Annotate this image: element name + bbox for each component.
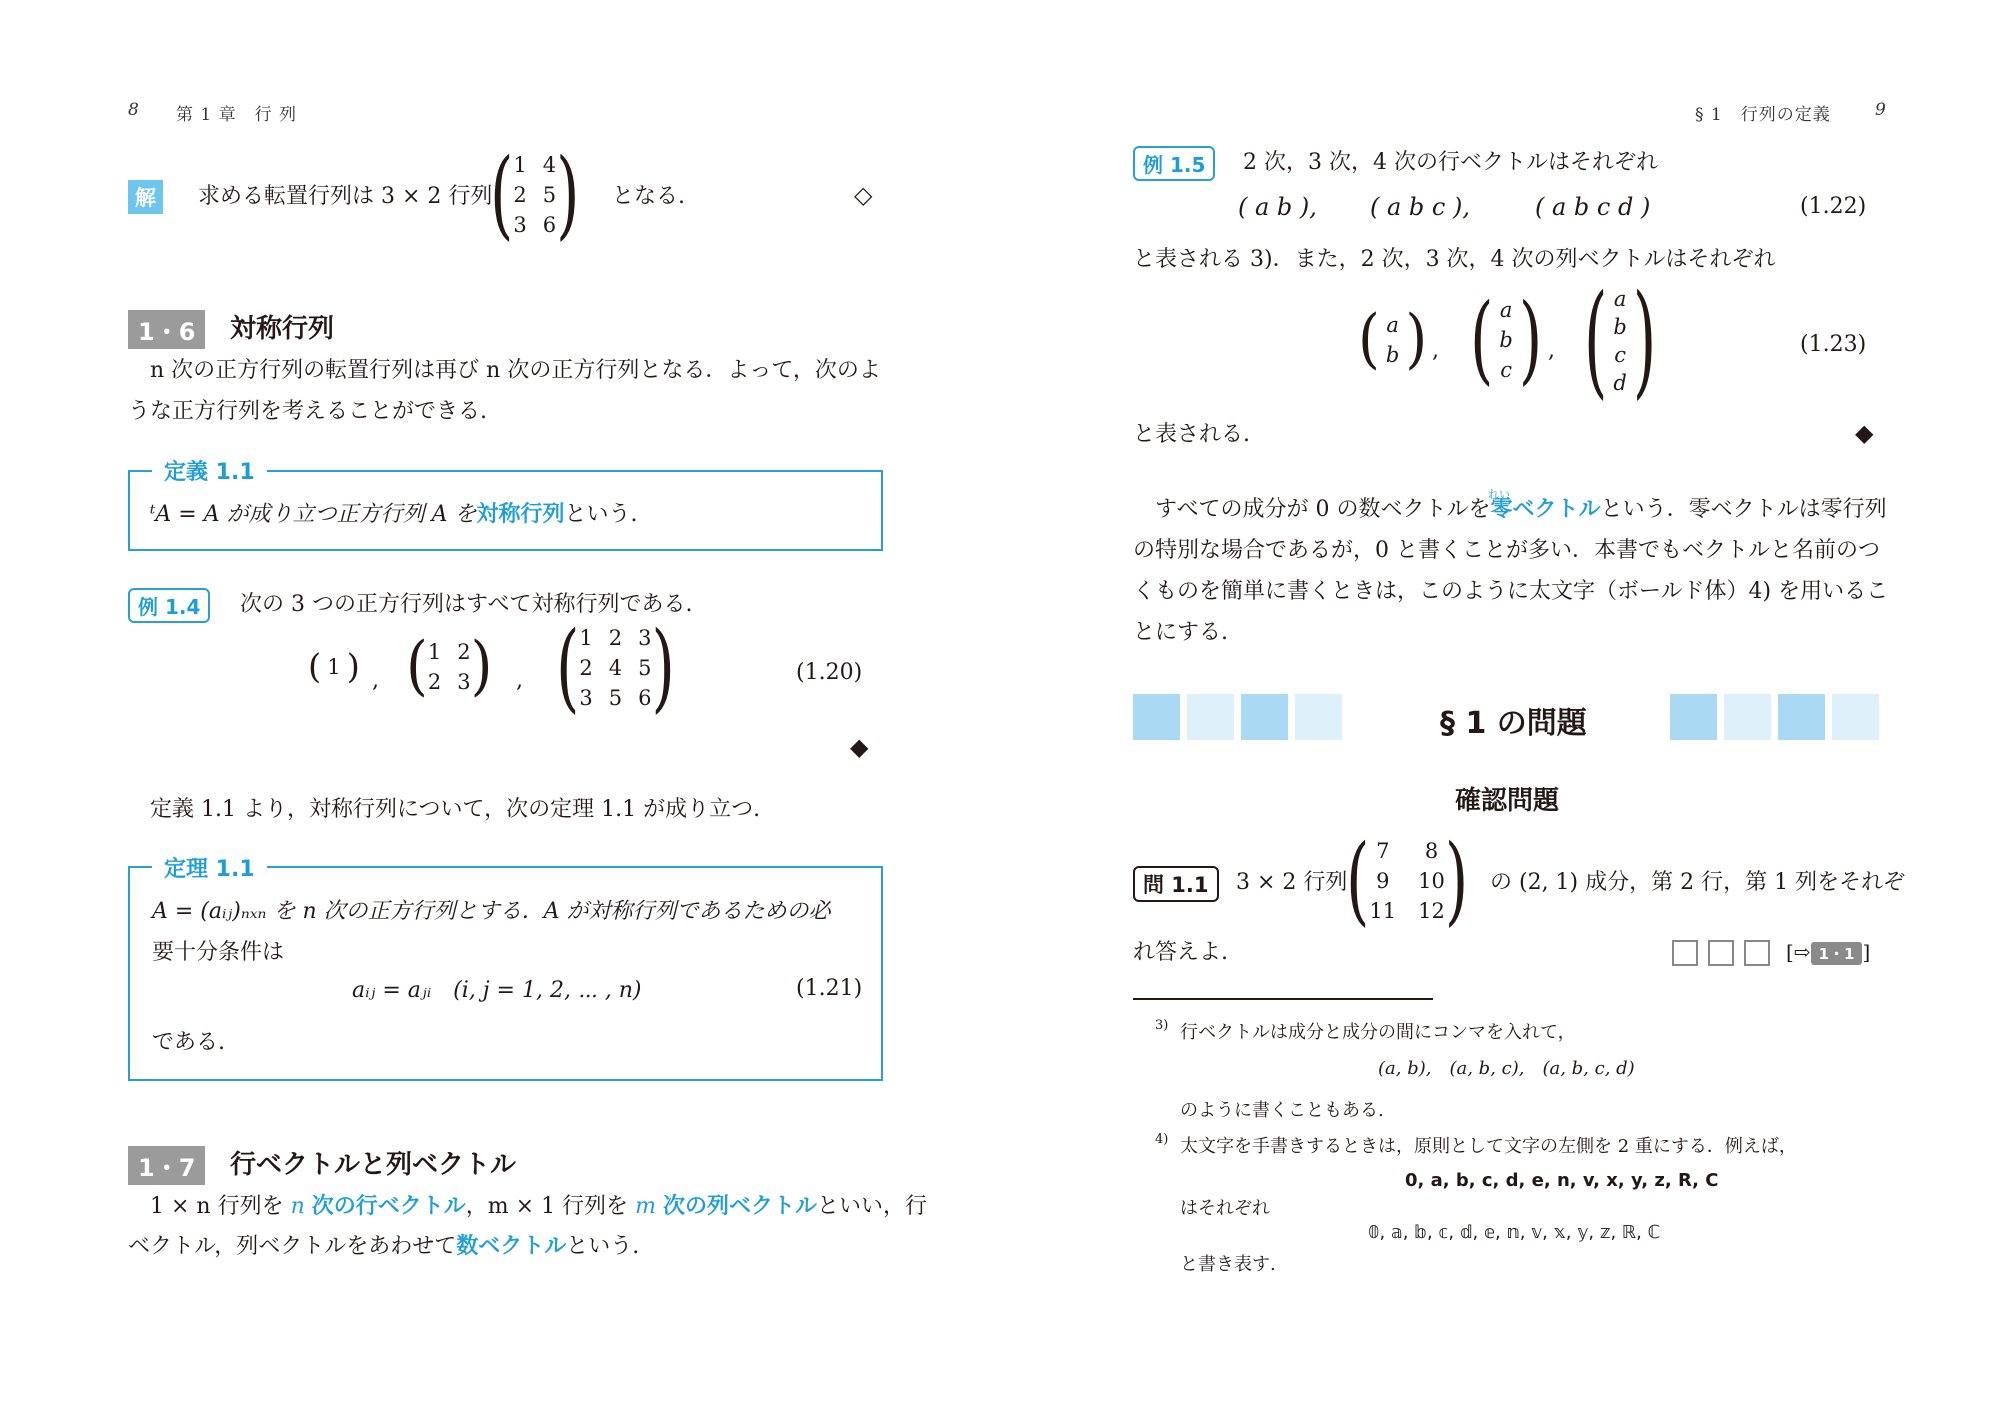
right-page [1000,0,2000,1419]
matrix-entry: 3 [579,686,593,710]
matrix-entry: 7 [1376,839,1390,863]
question-label: 問 1.1 [1133,866,1219,902]
matrix-3x3: ( 1 2 3 2 4 5 3 5 6 ) [556,612,675,724]
matrix-entry: 3 [638,626,652,650]
matrix-entry: 2 [427,670,442,694]
matrix-entry: c [1500,358,1513,382]
matrix-entry: 2 [608,626,623,650]
column-vector-3: ( a b c ) [1470,284,1543,396]
decorative-square [1241,694,1288,740]
paragraph-line: うな正方行列を考えることができる. [128,399,487,424]
footnote-text: 太文字を手書きするときは，原則として文字の左側を 2 重にする．例えば， [1180,1136,1797,1157]
matrix-entry: 5 [608,686,623,710]
equation-number: (1.20) [796,660,863,685]
example-line: と表される. [1133,422,1250,447]
row-vector-4: ( a b c d ) [1535,193,1651,221]
section-number: 1・6 [128,310,205,349]
end-mark-hollow-diamond: ◇ [854,181,873,209]
column-vector-4: ( a b c d ) [1584,269,1657,413]
solution-text: 求める転置行列は 3 × 2 行列 [198,184,493,209]
matrix-entry: 3 [457,670,471,694]
matrix-entry: 9 [1376,869,1390,893]
comma: , [1432,338,1439,363]
matrix-entry: 3 [513,213,527,237]
solution-text-after: となる. [612,184,685,209]
theorem-intro: 定義 1.1 より，対称行列について，次の定理 1.1 が成り立つ. [150,797,761,822]
matrix-entry: 1 [427,640,442,664]
term-row-vector: 次の行ベクトル [311,1194,466,1219]
column-vector-2: ( a b ) [1358,302,1428,377]
matrix-entry: 1 [513,153,527,177]
matrix-entry: 4 [542,153,557,177]
matrix-entry: 4 [608,656,623,680]
solution-label: 解 [128,180,163,214]
equation-number: (1.23) [1800,332,1867,357]
matrix-entry: d [1613,371,1627,395]
paragraph-line: ベクトル，列ベクトルをあわせて数ベクトルという. [128,1234,640,1259]
matrix-entry: b [1613,315,1627,339]
matrix-entry: 2 [457,640,471,664]
matrix-entry: a [1613,287,1627,311]
section-title: 行ベクトルと列ベクトル [230,1150,517,1180]
matrix-entry: a [1499,298,1513,322]
decorative-square [1133,694,1180,740]
term-number-vector: 数ベクトル [456,1234,567,1259]
matrix-entry: 10 [1418,869,1445,893]
paragraph-line: の特別な場合であるが，0 と書くことが多い．本書でもベクトルと名前のつ [1133,538,1880,563]
paragraph-line: すべての成分が 0 の数ベクトルを零ベクトルという．零ベクトルは零行列 [1155,497,1887,522]
section-number: 1・7 [128,1146,205,1185]
reference-badge: 1・1 [1811,942,1863,965]
matrix-1x1: ( 1 ) [308,647,360,687]
matrix-entry: b [1499,328,1513,352]
decorative-square [1832,694,1879,740]
ruby-reading: れい [1488,488,1510,501]
footnote-formula: 0, a, b, c, d, e, n, v, x, y, z, R, C [1405,1170,1719,1191]
paragraph-line: くものを簡単に書くときは，このように太文字（ボールド体）4) を用いるこ [1133,579,1889,604]
term-symmetric-matrix: 対称行列 [476,502,565,527]
page-number: 8 [128,100,140,120]
decorative-square [1670,694,1717,740]
footnote-formula: 𝟘, 𝕒, 𝕓, 𝕔, 𝕕, 𝕖, 𝕟, 𝕧, 𝕩, 𝕪, 𝕫, ℝ, ℂ [1368,1222,1661,1243]
matrix-entry: 1 [579,626,593,650]
row-vector-2: ( a b ), [1238,193,1317,221]
matrix-entry: 1 [327,655,341,679]
decorative-square [1778,694,1825,740]
matrix-2x2: ( 1 2 2 3 ) [406,629,493,704]
decorative-square [1724,694,1771,740]
matrix-entry: 5 [542,183,557,207]
definition-label: 定義 1.1 [152,455,267,486]
example-line: と表される 3)．また，2 次，3 次，4 次の列ベクトルはそれぞれ [1133,247,1776,272]
footnote-text: 行ベクトルは成分と成分の間にコンマを入れて， [1180,1022,1576,1043]
matrix-entry: c [1614,343,1627,367]
checkbox[interactable] [1672,940,1698,966]
footnote-text: と書き表す. [1180,1254,1276,1275]
comma: , [1548,338,1555,363]
row-vector-3: ( a b c ), [1370,193,1470,221]
equation-number: (1.21) [796,976,863,1001]
question-text: 3 × 2 行列 [1236,870,1348,895]
problems-subtitle: 確認問題 [1455,786,1560,816]
section-reference[interactable]: [⇨ 1・1 ] [1786,940,1871,964]
solution-matrix: ( 1 4 2 5 3 6 ) [490,139,580,251]
end-mark-filled-diamond: ◆ [850,733,869,761]
footnote-mark: 4) [1155,1132,1169,1147]
decorative-square [1295,694,1342,740]
matrix-entry: 6 [638,686,652,710]
chapter-header: 第 1 章 行 列 [176,105,298,125]
matrix-entry: 2 [579,656,593,680]
check-boxes[interactable] [1672,940,1780,966]
question-matrix: ( 7 8 9 10 11 12 ) [1346,825,1469,937]
problems-title: § 1 の問題 [1440,706,1587,741]
page-number: 9 [1875,100,1887,120]
theorem-line: である. [152,1030,225,1055]
end-mark-filled-diamond: ◆ [1855,419,1874,447]
footnote-text: のように書くこともある. [1180,1100,1384,1121]
theorem-formula: aᵢⱼ = aⱼᵢ (i, j = 1, 2, ⋯ , n) [352,978,642,1003]
term-column-vector: 次の列ベクトル [662,1194,817,1219]
paragraph-line: とにする. [1133,620,1228,645]
paragraph-line: 1 × n 行列を n 次の行ベクトル，m × 1 行列を m 次の列ベクトルといい，行 [150,1194,927,1219]
example-label: 例 1.4 [128,588,210,623]
footnote-formula: (a, b), (a, b, c), (a, b, c, d) [1378,1058,1635,1079]
question-text-after: の (2, 1) 成分，第 2 行，第 1 列をそれぞ [1490,870,1906,895]
footnote-mark: 3) [1155,1018,1169,1033]
matrix-entry: 11 [1369,899,1397,923]
footnote-divider [1133,998,1433,1000]
matrix-entry: b [1385,343,1400,367]
theorem-line: 要十分条件は [152,940,285,965]
term-zero-vector: 零ベクトル [1490,497,1601,522]
matrix-entry: 8 [1424,839,1439,863]
matrix-entry: a [1386,313,1399,337]
matrix-entry: 2 [513,183,527,207]
equation-number: (1.22) [1800,194,1867,219]
question-line: れ答えよ. [1133,940,1228,965]
matrix-entry: 12 [1418,899,1445,923]
example-text: 2 次，3 次，4 次の行ベクトルはそれぞれ [1243,150,1658,175]
definition-text: ᵗA = A が成り立つ正方行列 A を対称行列という. [150,502,638,527]
comma: , [516,668,523,693]
theorem-line: A = (aᵢⱼ)ₙₓₙ を n 次の正方行列とする．A が対称行列であるための必 [152,899,831,924]
checkbox[interactable] [1744,940,1770,966]
comma: , [372,668,379,693]
matrix-entry: 6 [542,213,557,237]
page-header: § 1 行列の定義 [1695,105,1831,125]
matrix-entry: 5 [638,656,652,680]
example-label: 例 1.5 [1133,146,1215,181]
footnote-text: はそれぞれ [1180,1198,1270,1219]
decorative-square [1187,694,1234,740]
example-text: 次の 3 つの正方行列はすべて対称行列である. [240,592,693,617]
paragraph-line: n 次の正方行列の転置行列は再び n 次の正方行列となる．よって，次のよ [150,358,881,383]
theorem-label: 定理 1.1 [152,852,267,883]
section-title: 対称行列 [230,314,335,344]
checkbox[interactable] [1708,940,1734,966]
